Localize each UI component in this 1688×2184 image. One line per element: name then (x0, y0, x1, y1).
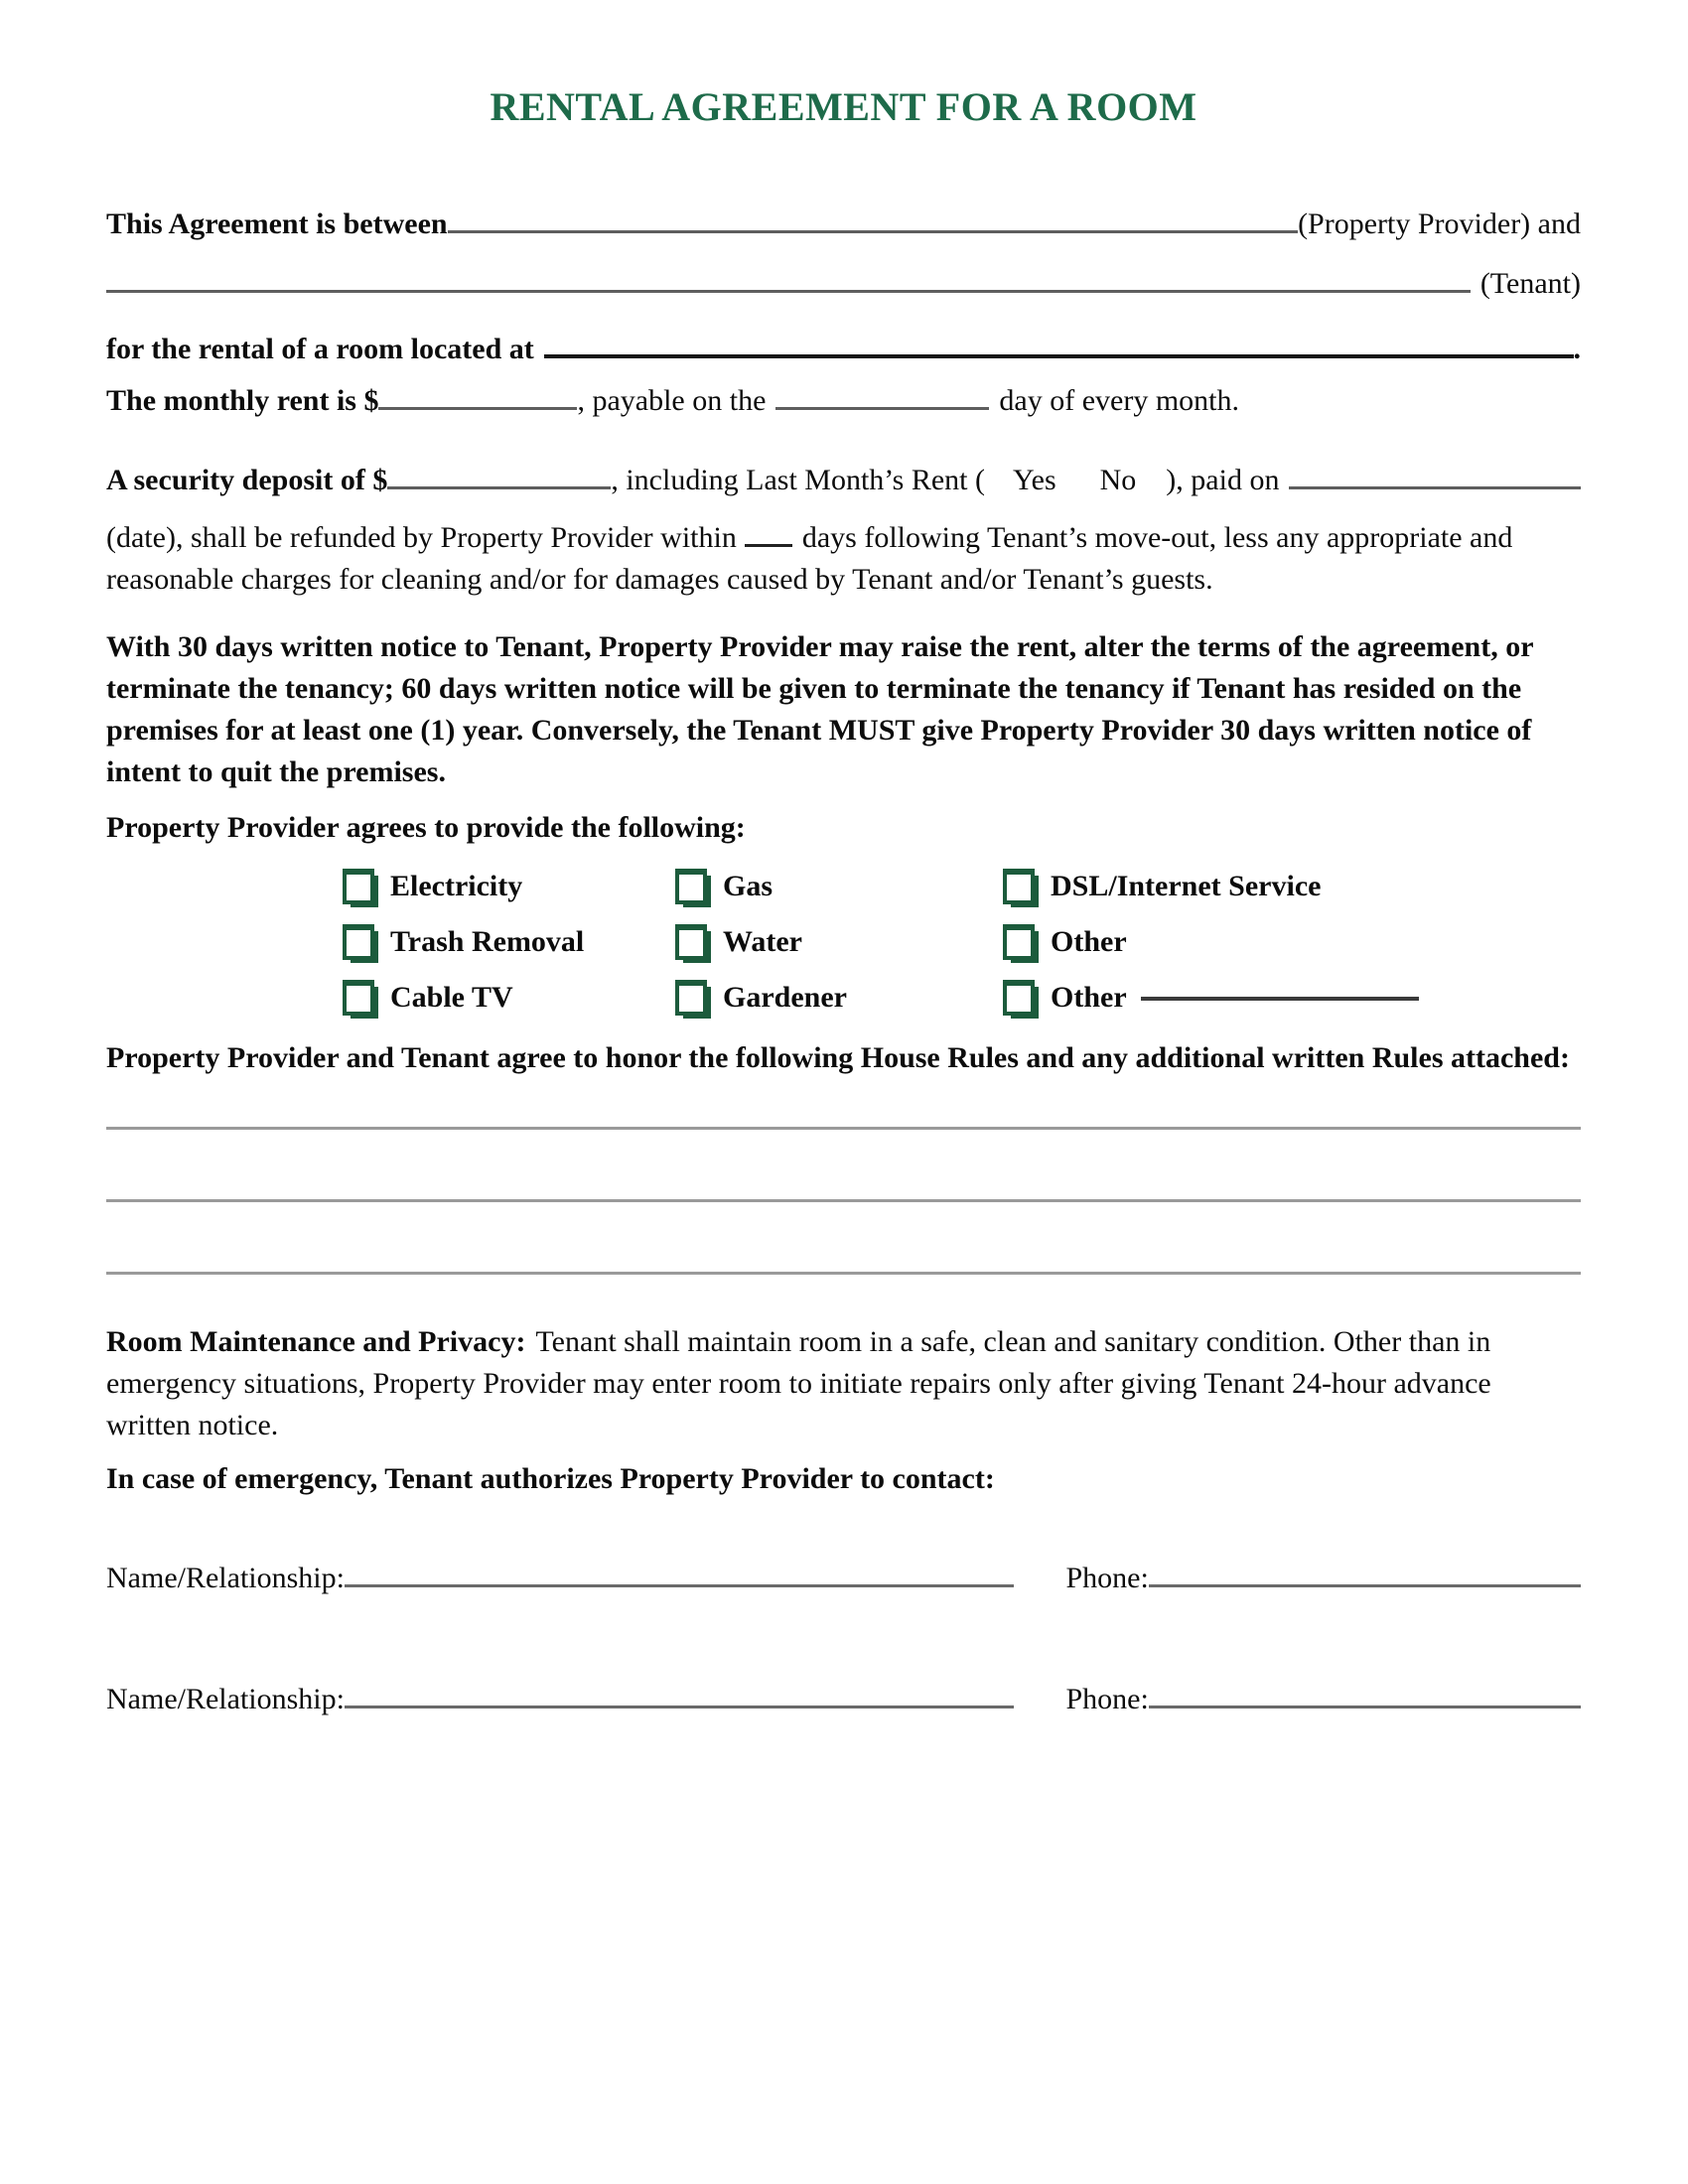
maintenance-paragraph (106, 1321, 1581, 1446)
deposit-amount-field[interactable] (387, 481, 611, 489)
contact-2-phone-label: Phone: (1065, 1683, 1149, 1715)
dsl-internet-checkbox[interactable] (1003, 869, 1035, 904)
emergency-contact-row-2 (106, 1683, 1581, 1716)
refund-text-part1: (date), shall be refunded by Property Provider within (106, 521, 737, 554)
refund-text-part2: days following Tenant’s move-out, less any appropriate and reasonable charges for cleaning and/or for damages caused by Tenant and/or Tenant’s guests. (106, 521, 1513, 596)
other-1-label: Other (1051, 925, 1127, 958)
gas-label: Gas (723, 870, 774, 902)
rent-amount-field[interactable] (378, 402, 577, 410)
contact-1-phone-label: Phone: (1065, 1562, 1149, 1594)
contact-2-phone-field[interactable] (1149, 1701, 1581, 1708)
location-line (106, 333, 1581, 366)
other-2-checkbox[interactable] (1003, 980, 1035, 1016)
contact-2-name-label: Name/Relationship: (106, 1683, 345, 1715)
water-label: Water (723, 925, 802, 958)
tenant-suffix-label: (Tenant) (1479, 267, 1581, 300)
gardener-label: Gardener (723, 981, 847, 1014)
parties-line-provider (106, 207, 1581, 241)
refund-days-field[interactable] (745, 541, 792, 547)
house-rules-line-3[interactable] (106, 1272, 1581, 1275)
other-2-field[interactable] (1141, 995, 1419, 1001)
cable-tv-label: Cable TV (390, 981, 513, 1014)
gas-checkbox[interactable] (675, 869, 707, 904)
contact-1-phone-field[interactable] (1149, 1579, 1581, 1587)
deposit-line (106, 464, 1581, 497)
last-month-rent-yes-option[interactable]: Yes (1012, 464, 1056, 496)
other-1-checkbox[interactable] (1003, 924, 1035, 960)
location-period: . (1573, 333, 1581, 365)
utility-item-other-2 (1003, 980, 1581, 1016)
parties-line-tenant (106, 267, 1581, 301)
provider-suffix-label: (Property Provider) and (1298, 207, 1581, 240)
utility-item-cable-tv (343, 980, 675, 1016)
trash-removal-checkbox[interactable] (343, 924, 374, 960)
electricity-checkbox[interactable] (343, 869, 374, 904)
house-rules-line-1[interactable] (106, 1127, 1581, 1130)
rent-line (106, 384, 1581, 418)
utility-item-other-1 (1003, 924, 1581, 960)
deposit-refund-paragraph (106, 517, 1581, 601)
contact-1-name-label: Name/Relationship: (106, 1562, 345, 1594)
emergency-heading: In case of emergency, Tenant authorizes Property Provider to contact: (106, 1462, 995, 1495)
utility-item-electricity (343, 869, 675, 904)
contact-2-name-field[interactable] (345, 1701, 1015, 1708)
notice-terms-paragraph: With 30 days written notice to Tenant, Property Provider may raise the rent, alter the terms of the agreement, or terminate the tenancy; 60 days written notice will be given to terminate the tenancy if Tenant has resided on the premises for at least one (1) year. Conversely, the Tenant MUST give Property Provider 30 days written notice of intent to quit the premises. (106, 630, 1533, 788)
electricity-label: Electricity (390, 870, 523, 902)
rent-day-field[interactable] (775, 402, 989, 410)
house-rules-line-2[interactable] (106, 1199, 1581, 1202)
between-label: This Agreement is between (106, 207, 448, 240)
contact-1-name-field[interactable] (345, 1579, 1015, 1587)
location-label: for the rental of a room located at (106, 333, 534, 365)
utility-item-dsl-internet (1003, 869, 1581, 904)
dsl-internet-label: DSL/Internet Service (1051, 870, 1322, 902)
page-title: RENTAL AGREEMENT FOR A ROOM (490, 84, 1197, 129)
location-field[interactable] (544, 350, 1574, 358)
deposit-prefix-label: A security deposit of $ (106, 464, 388, 496)
cable-tv-checkbox[interactable] (343, 980, 374, 1016)
utilities-checkbox-grid (106, 869, 1581, 1016)
deposit-date-field[interactable] (1289, 481, 1581, 489)
utility-item-gardener (675, 980, 1003, 1016)
tenant-name-field[interactable] (106, 285, 1471, 293)
maintenance-body-text: Tenant shall maintain room in a safe, clean and sanitary condition. Other than in emergency situations, Property Provider may enter room to initiate repairs only after giving Tenant 24-hour advance written notice. (106, 1325, 1491, 1441)
rent-middle-label: , payable on the (577, 384, 767, 417)
gardener-checkbox[interactable] (675, 980, 707, 1016)
maintenance-lead-label: Room Maintenance and Privacy: (106, 1325, 526, 1358)
utility-item-water (675, 924, 1003, 960)
rent-suffix-label: day of every month. (999, 384, 1240, 417)
utility-item-gas (675, 869, 1003, 904)
house-rules-heading: Property Provider and Tenant agree to honor the following House Rules and any additional written Rules attached: (106, 1041, 1570, 1074)
utilities-heading: Property Provider agrees to provide the following: (106, 811, 746, 844)
other-2-label: Other (1051, 981, 1127, 1014)
rent-prefix-label: The monthly rent is $ (106, 384, 379, 417)
water-checkbox[interactable] (675, 924, 707, 960)
emergency-contact-row-1 (106, 1562, 1581, 1595)
provider-name-field[interactable] (448, 225, 1298, 233)
last-month-rent-no-option[interactable]: No (1099, 464, 1137, 496)
utility-item-trash-removal (343, 924, 675, 960)
deposit-paid-on-label: ), paid on (1166, 464, 1280, 496)
trash-removal-label: Trash Removal (390, 925, 585, 958)
deposit-middle-label: , including Last Month’s Rent ( (611, 464, 985, 496)
